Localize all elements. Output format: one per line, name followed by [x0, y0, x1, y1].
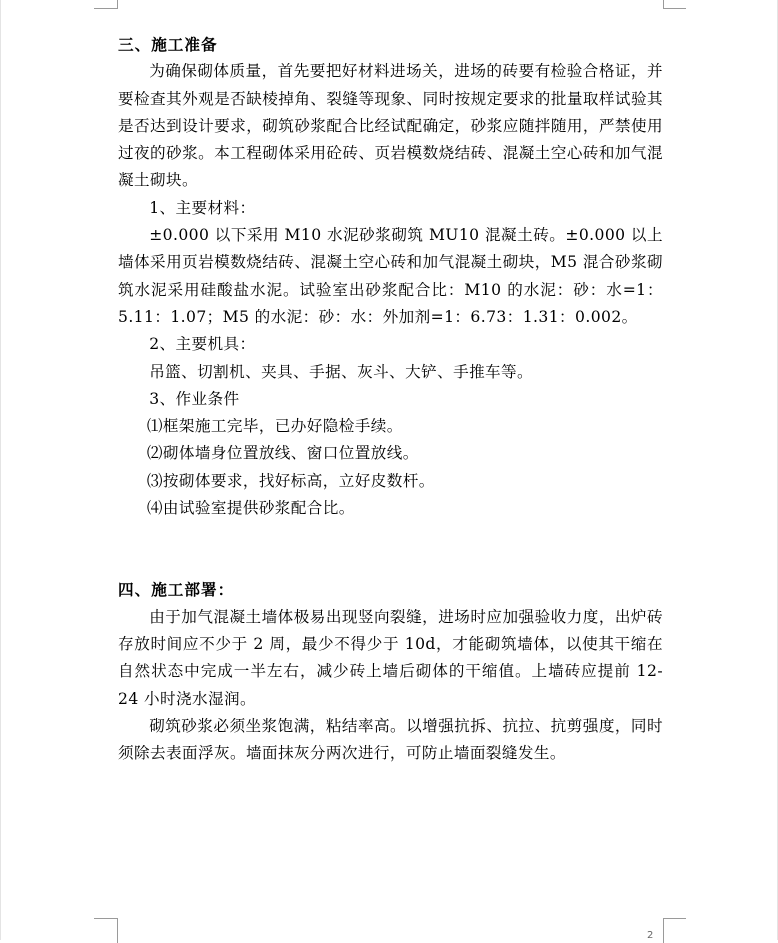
section-3-intro-paragraph: 为确保砌体质量，首先要把好材料进场关，进场的砖要有检验合格证，并要检查其外观是否缺棱掉角、裂缝等现象、同时按规定要求的批量取样试验其是否达到设计要求，砌筑砂浆配合比经试配确定，砂浆应随拌随用，严禁使用过夜的砂浆。本工程砌体采用砼砖、页岩模数烧结砖、混凝土空心砖和加气混凝土砌块。 [118, 62, 663, 190]
main-materials-paragraph: ±0.000 以下采用 M10 水泥砂浆砌筑 MU10 混凝土砖。±0.000 以上墙体采用页岩模数烧结砖、混凝土空心砖和加气混凝土砌块，M5 混合砂浆砌筑水泥采用硅酸盐水泥。试验室出砂浆配合比：M10 的水泥：砂：水=1：5.11：1.07；M5 的水泥：砂：水：外加剂=1：6.73：1.31：0.002。 [118, 226, 663, 326]
work-condition-item: ⑴框架施工完毕，已办好隐检手续。 [146, 417, 403, 436]
margin-corner-top-right [663, 0, 686, 9]
main-materials-heading: 1、主要材料： [149, 198, 256, 217]
blank-spacer [118, 522, 663, 576]
section-4-heading: 四、施工部署： [118, 580, 235, 600]
main-tools-paragraph: 吊篮、切割机、夹具、手据、灰斗、大铲、手推车等。 [149, 362, 534, 381]
main-tools-heading: 2、主要机具： [149, 335, 256, 354]
work-condition-item: ⑷由试验室提供砂浆配合比。 [146, 499, 355, 518]
section-4-paragraph-2: 砌筑砂浆必须坐浆饱满，粘结率高。以增强抗拆、抗拉、抗剪强度，同时须除去表面浮灰。墙面抹灰分两次进行，可防止墙面裂缝发生。 [118, 716, 663, 763]
section-3-heading: 三、施工准备 [118, 35, 218, 54]
margin-corner-top-left [94, 0, 118, 9]
margin-corner-bottom-right [663, 918, 686, 943]
document-body [118, 31, 663, 767]
margin-corner-bottom-left [94, 918, 118, 943]
work-condition-item: ⑶按砌体要求，找好标高，立好皮数杆。 [146, 471, 435, 490]
work-conditions-heading: 3、作业条件 [149, 389, 240, 408]
section-4-paragraph-1: 由于加气混凝土墙体极易出现竖向裂缝，进场时应加强验收力度，出炉砖存放时间应不少于 2 周，最少不得少于 10d，才能砌筑墙体，以使其干缩在自然状态中完成一半左右，减少砖上墙后砌体的干缩值。上墙砖应提前 12-24 小时浇水湿润。 [118, 607, 663, 708]
work-condition-item: ⑵砌体墙身位置放线、窗口位置放线。 [146, 444, 419, 463]
page-number: 2 [647, 930, 654, 941]
